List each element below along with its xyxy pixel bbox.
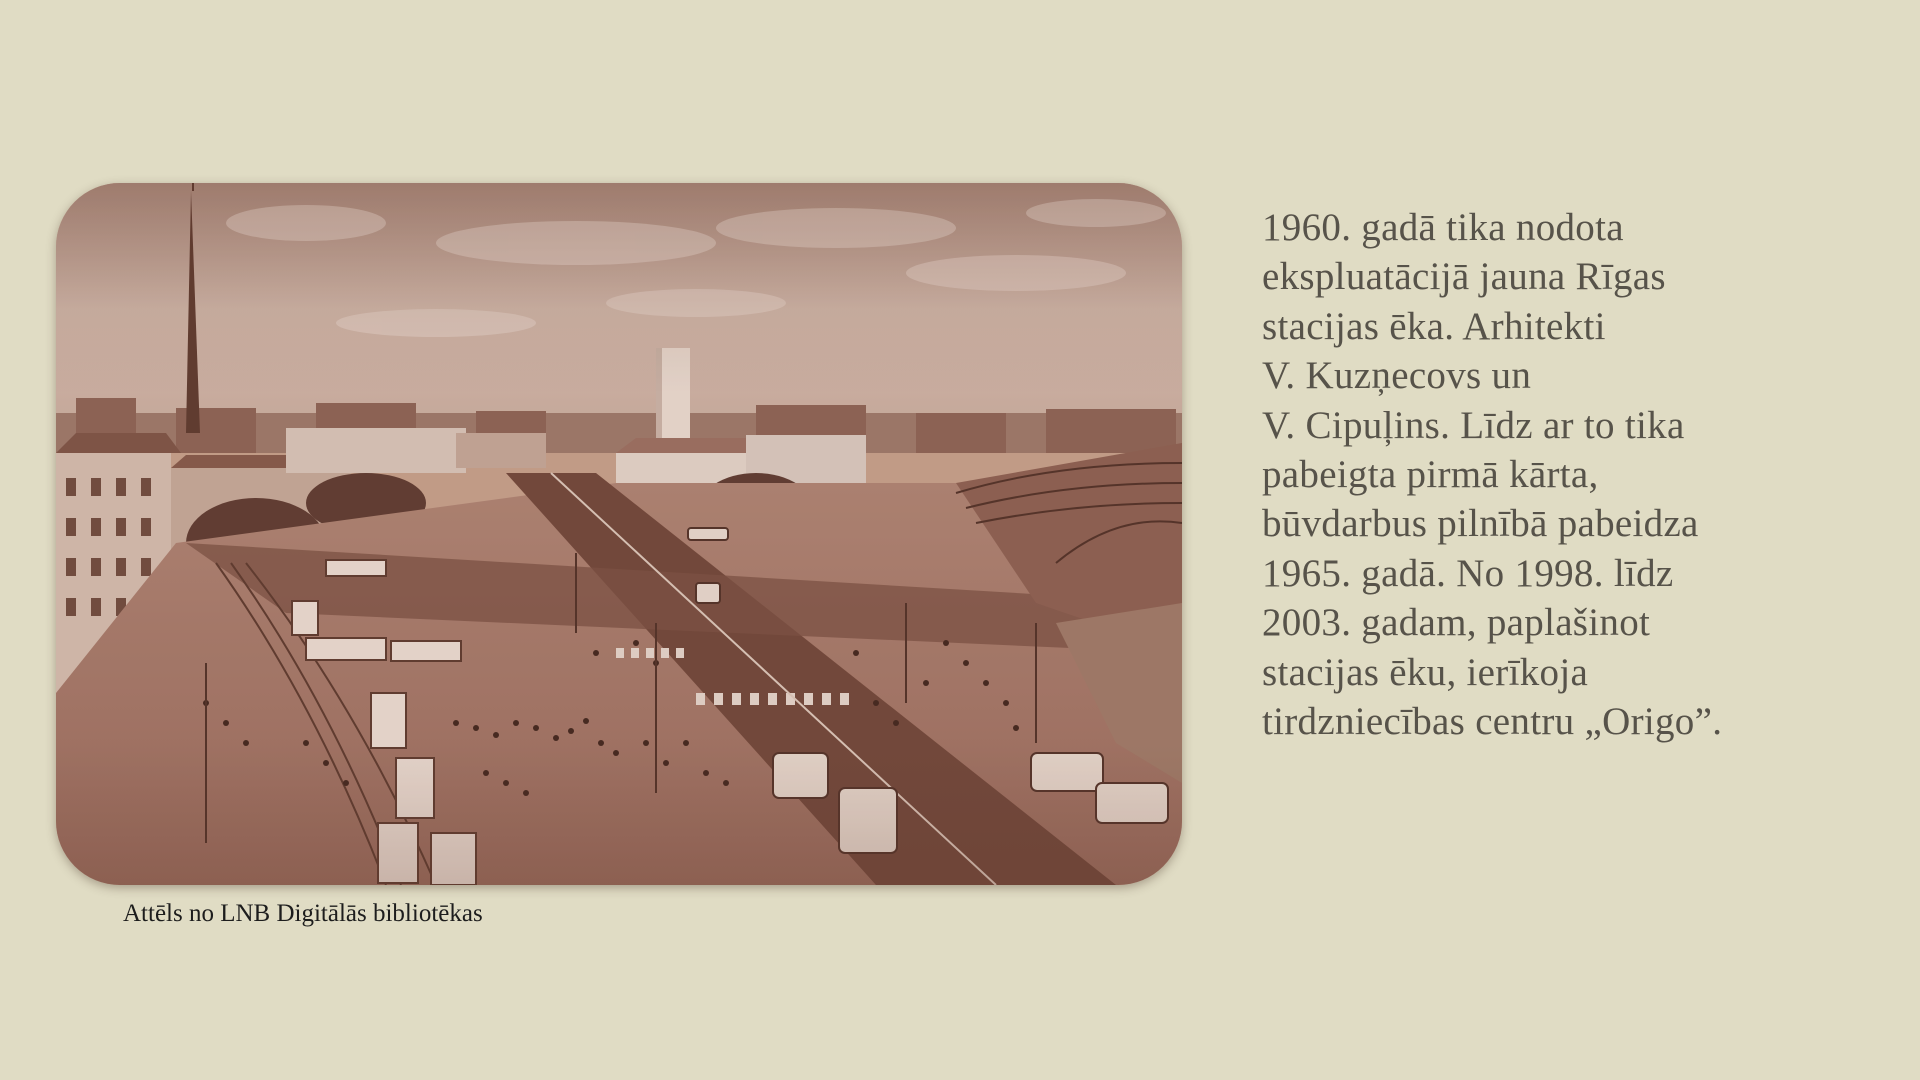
body-text-line: pabeigta pirmā kārta, (1262, 453, 1599, 497)
body-text-line: 2003. gadam, paplašinot (1262, 601, 1651, 645)
body-text-line: būvdarbus pilnībā pabeidza (1262, 502, 1699, 546)
body-text-line: ekspluatācijā jauna Rīgas (1262, 255, 1666, 299)
body-text-line: stacijas ēka. Arhitekti (1262, 304, 1606, 348)
historic-photo (56, 183, 1182, 885)
body-text (1262, 203, 1882, 746)
body-text-line: tirdzniecības centru „Origo”. (1262, 700, 1723, 744)
photo-caption: Attēls no LNB Digitālās bibliotēkas (123, 900, 483, 927)
body-text-line: 1960. gadā tika nodota (1262, 206, 1624, 249)
body-text-line: 1965. gadā. No 1998. līdz (1262, 551, 1674, 595)
body-text-line: stacijas ēku, ierīkoja (1262, 650, 1589, 694)
body-text-line: V. Kuzņecovs un (1262, 354, 1532, 398)
body-text-line: V. Cipuļins. Līdz ar to tika (1262, 403, 1685, 447)
historic-photo-image (56, 183, 1182, 885)
